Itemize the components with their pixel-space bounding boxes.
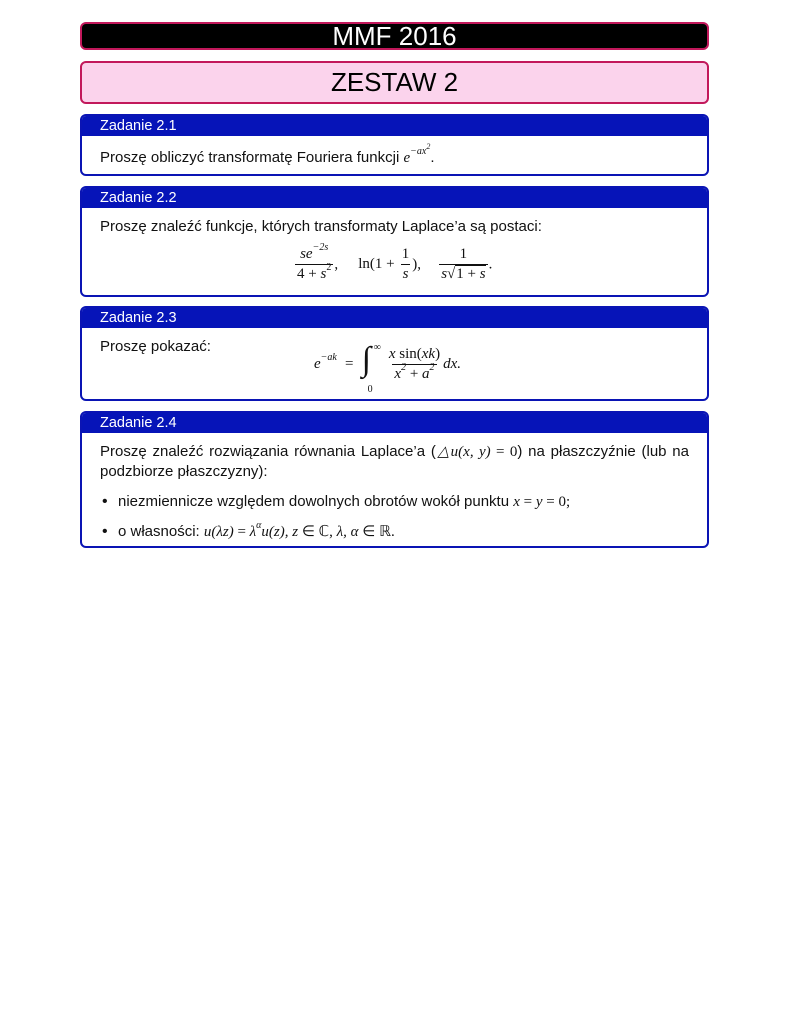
list-item: • o własności: $u(\lambda z) = \lambda^\alpha u(z)$, z ∈ ℂ, λ, α ∈ ℝ.: [100, 522, 689, 542]
task-box-2-1: [80, 114, 709, 176]
title-banner: [80, 22, 709, 50]
task-text: Proszę znaleźć rozwiązania równania Laplace’a (△u(x, y) = 0) na płaszczyźnie (lub na podzbiorze płaszczyzny):: [100, 443, 689, 480]
task-heading: Zadanie 2.4: [82, 413, 707, 433]
task-body: Proszę obliczyć transformatę Fouriera funkcji $e^{-ax^2}$.: [100, 141, 435, 166]
math-expression: $e^{-ax^2}$: [403, 141, 431, 166]
task-box-2-4: [80, 411, 709, 548]
page-subtitle: ZESTAW 2: [330, 67, 459, 97]
math-formula: $\frac{se^{-2s}}{4 + s^2}$ , ln(1 + $\frac{1}{s}$ ), $\frac{1}{s√1 + s}$ .: [297, 242, 493, 282]
task-body: [82, 208, 707, 282]
task-heading: Zadanie 2.1: [82, 116, 707, 136]
task-body: [82, 433, 707, 542]
task-text: Proszę pokazać:: [100, 338, 211, 355]
subtitle-banner: [80, 61, 709, 104]
task-body: [82, 328, 707, 395]
page-title: MMF 2016: [332, 21, 457, 51]
task-text: Proszę znaleźć funkcje, których transformaty Laplace’a są postaci:: [100, 218, 542, 235]
task-text: Proszę obliczyć transformatę Fouriera funkcji: [100, 149, 400, 166]
math-formula: $e^{-ak}$ = ∫ ∞ 0 $\frac{\text{x sin(xk)}}{x^2 + a^2}$ dx.: [314, 341, 462, 395]
task-box-2-2: [80, 186, 709, 297]
list-item: • niezmiennicze względem dowolnych obrotów wokół punktu x = y = 0;: [100, 492, 689, 512]
task-heading: Zadanie 2.3: [82, 308, 707, 328]
task-heading: Zadanie 2.2: [82, 188, 707, 208]
bullet-list: [100, 492, 689, 542]
task-box-2-3: [80, 306, 709, 401]
